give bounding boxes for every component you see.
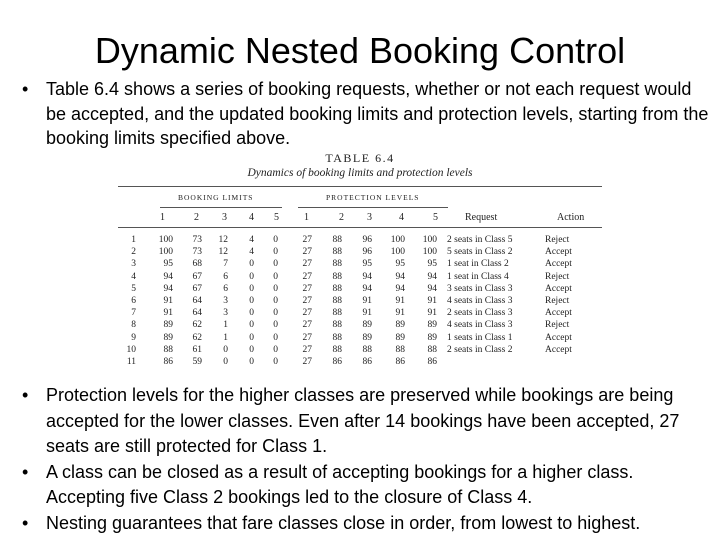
table-cell: 86 (427, 357, 437, 368)
table-cell: 64 (192, 296, 202, 307)
table-cell: Accept (545, 283, 572, 294)
table-cell: Accept (545, 259, 572, 270)
table-row (118, 234, 605, 246)
table-cell: 62 (192, 332, 202, 343)
table-cell (437, 356, 545, 368)
table-cell: 0 (273, 344, 278, 355)
table-cell: 7 (131, 308, 136, 319)
table-cell: 0 (273, 308, 278, 319)
bullet-item (22, 460, 712, 511)
table-cell: 88 (332, 247, 342, 258)
table-cell: 6 (131, 296, 136, 307)
table-cell: Accept (545, 247, 572, 258)
table-cell: 86 (163, 357, 173, 368)
table-cell: 59 (192, 357, 202, 368)
table-cell: 100 (158, 247, 173, 258)
table-cell: 8 (131, 320, 136, 331)
table-cell: 0 (249, 332, 254, 343)
table-cell: 4 (131, 271, 136, 282)
table-cell: 91 (427, 296, 437, 307)
table-cell: 94 (362, 271, 372, 282)
table-cell: 27 (302, 271, 312, 282)
table-cell: 94 (362, 283, 372, 294)
protection-group-rule (298, 207, 448, 208)
header-bottom-rule (118, 227, 602, 228)
table-cell: Accept (545, 332, 572, 343)
intro-bullet (22, 77, 712, 151)
table-cell: 0 (273, 357, 278, 368)
table-cell: 3 (223, 296, 228, 307)
table-cell: 27 (302, 296, 312, 307)
col-header-pl-3: 3 (367, 212, 372, 223)
table-cell: 91 (362, 308, 372, 319)
table-cell: 1 (131, 235, 136, 245)
col-header-action: Action (557, 212, 585, 223)
table-cell: 27 (302, 320, 312, 331)
table-cell: 3 seats in Class 3 (447, 283, 513, 294)
table-cell: 94 (427, 283, 437, 294)
table-cell: 0 (249, 320, 254, 331)
table-cell: 88 (395, 344, 405, 355)
table-cell: 0 (249, 308, 254, 319)
table-cell: 88 (427, 344, 437, 355)
table-cell: 2 seats in Class 5 (447, 235, 513, 245)
table-top-rule (118, 186, 602, 187)
table-cell: 1 seat in Class 4 (447, 271, 509, 282)
table-cell: 88 (163, 344, 173, 355)
table-cell: 0 (249, 357, 254, 368)
table-cell: 9 (131, 332, 136, 343)
slide-title: Dynamic Nested Booking Control (94, 30, 626, 71)
table-cell: 12 (218, 235, 228, 245)
table-cell: 0 (273, 235, 278, 245)
table-cell: 6 (223, 271, 228, 282)
table-cell: 88 (332, 344, 342, 355)
table-cell: 5 (131, 283, 136, 294)
table-cell: 2 (131, 247, 136, 258)
table-number: TABLE 6.4 (325, 151, 395, 165)
table-cell: 27 (302, 308, 312, 319)
table-cell: 2 seats in Class 3 (447, 308, 513, 319)
bullet-item (22, 511, 712, 537)
table-cell: 10 (126, 344, 136, 355)
table-cell: 88 (332, 308, 342, 319)
table-cell: 5 seats in Class 2 (447, 247, 513, 258)
table-cell: 94 (163, 283, 173, 294)
table-cell: 89 (395, 320, 405, 331)
table-cell: 4 (249, 247, 254, 258)
table-cell: 0 (223, 357, 228, 368)
col-header-pl-5: 5 (433, 212, 438, 223)
table-cell: Reject (545, 296, 570, 307)
table-cell: 86 (362, 357, 372, 368)
table-cell: 27 (302, 332, 312, 343)
col-header-bl-2: 2 (194, 212, 199, 223)
col-header-bl-1: 1 (160, 212, 165, 223)
table-cell: 89 (395, 332, 405, 343)
intro-bullet-block (22, 77, 712, 151)
table-row (118, 332, 605, 344)
table-cell: 88 (332, 332, 342, 343)
table-cell: 4 (249, 235, 254, 245)
table-cell: 0 (249, 283, 254, 294)
table-row (118, 271, 605, 283)
points-bullet-block (22, 383, 712, 536)
table-cell: 0 (273, 247, 278, 258)
booking-table (118, 234, 605, 368)
col-header-pl-1: 1 (304, 212, 309, 223)
table-caption: Dynamics of booking limits and protection levels (247, 167, 473, 179)
table-cell: 12 (218, 247, 228, 258)
group-header-booking-limits: BOOKING LIMITS (178, 193, 254, 202)
table-cell: 67 (192, 271, 202, 282)
table-cell: 1 seats in Class 1 (447, 332, 513, 343)
table-cell: 91 (427, 308, 437, 319)
intro-bullet-text: Table 6.4 shows a series of booking requests, whether or not each request would be accepted, and the updated booking limits and protection levels, starting from the booking limits specified above. (46, 79, 709, 148)
table-cell: 73 (192, 247, 202, 258)
group-header-protection-levels: PROTECTION LEVELS (326, 193, 420, 202)
table-cell: 86 (332, 357, 342, 368)
table-cell: 94 (427, 271, 437, 282)
table-cell: 88 (332, 271, 342, 282)
table-cell: 27 (302, 283, 312, 294)
table-row (118, 356, 605, 368)
table-cell: 0 (273, 332, 278, 343)
bullet-text: A class can be closed as a result of accepting bookings for a higher class. Accepting five Class 2 bookings led to the closure of Class 4. (46, 461, 634, 507)
table-cell (545, 356, 605, 368)
bullet-text: Protection levels for the higher classes are preserved while bookings are being accepted for the lower classes. Even after 14 bookings have been accepted, 27 seats are still protected for Class 1. (46, 385, 680, 456)
table-cell: Reject (545, 271, 570, 282)
table-cell: 89 (362, 320, 372, 331)
booking-group-rule (160, 207, 282, 208)
bullet-marker: • (22, 79, 29, 99)
table-cell: 0 (273, 271, 278, 282)
table-cell: 1 (223, 320, 228, 331)
table-cell: 95 (395, 259, 405, 270)
table-cell: 1 seat in Class 2 (447, 259, 509, 270)
table-cell: 95 (163, 259, 173, 270)
table-cell: 0 (273, 320, 278, 331)
table-cell: 11 (126, 357, 136, 368)
table-cell: 0 (249, 344, 254, 355)
table-cell: 62 (192, 320, 202, 331)
table-cell: 86 (395, 357, 405, 368)
table-cell: 96 (362, 235, 372, 245)
table-cell: 100 (390, 235, 405, 245)
table-cell: 73 (192, 235, 202, 245)
table-cell: 27 (302, 344, 312, 355)
table-cell: 94 (395, 283, 405, 294)
table-cell: 96 (362, 247, 372, 258)
table-row (118, 283, 605, 295)
col-header-bl-3: 3 (222, 212, 227, 223)
table-cell: 88 (332, 296, 342, 307)
bullet-marker: • (22, 461, 29, 482)
table-cell: 89 (427, 332, 437, 343)
col-header-bl-5: 5 (274, 212, 279, 223)
bullet-marker: • (22, 512, 29, 533)
table-cell: 4 seats in Class 3 (447, 320, 513, 331)
table-row (118, 246, 605, 258)
table-cell: 0 (249, 296, 254, 307)
table-cell: 7 (223, 259, 228, 270)
table-cell: 88 (332, 235, 342, 245)
table-row (118, 307, 605, 319)
table-cell: 100 (422, 235, 437, 245)
booking-table-figure (114, 151, 606, 373)
bullet-text: Nesting guarantees that fare classes close in order, from lowest to highest. (46, 512, 641, 533)
table-cell: 27 (302, 247, 312, 258)
table-cell: 91 (395, 308, 405, 319)
table-cell: 91 (395, 296, 405, 307)
table-cell: 91 (362, 296, 372, 307)
col-header-bl-4: 4 (249, 212, 254, 223)
table-cell: 100 (158, 235, 173, 245)
table-cell: 89 (362, 332, 372, 343)
table-cell: 95 (362, 259, 372, 270)
table-cell: 89 (163, 332, 173, 343)
table-cell: 0 (249, 259, 254, 270)
table-cell: 1 (223, 332, 228, 343)
col-header-pl-2: 2 (339, 212, 344, 223)
table-cell: 27 (302, 357, 312, 368)
table-cell: 67 (192, 283, 202, 294)
table-cell: 95 (427, 259, 437, 270)
table-row (118, 295, 605, 307)
table-cell: 89 (427, 320, 437, 331)
table-cell: Accept (545, 308, 572, 319)
table-cell: 0 (223, 344, 228, 355)
table-cell: 89 (163, 320, 173, 331)
table-cell: 0 (273, 259, 278, 270)
table-row (118, 344, 605, 356)
table-cell: Accept (545, 344, 572, 355)
table-cell: 6 (223, 283, 228, 294)
table-cell: 3 (223, 308, 228, 319)
table-cell: 2 seats in Class 2 (447, 344, 513, 355)
table-cell: 88 (332, 320, 342, 331)
table-cell: 91 (163, 308, 173, 319)
table-cell: 68 (192, 259, 202, 270)
table-row (118, 258, 605, 270)
table-cell: 88 (362, 344, 372, 355)
table-cell: 100 (390, 247, 405, 258)
table-cell: 0 (273, 296, 278, 307)
table-cell: 3 (131, 259, 136, 270)
table-cell: 91 (163, 296, 173, 307)
table-cell: 0 (273, 283, 278, 294)
table-cell: 88 (332, 283, 342, 294)
table-cell: 27 (302, 259, 312, 270)
table-cell: 61 (192, 344, 202, 355)
table-row (118, 319, 605, 331)
bullet-marker: • (22, 385, 29, 405)
table-cell: 0 (249, 271, 254, 282)
table-cell: 94 (395, 271, 405, 282)
table-cell: Reject (545, 235, 570, 245)
table-cell: 94 (163, 271, 173, 282)
bullet-item (22, 383, 712, 460)
col-header-request: Request (465, 212, 498, 223)
table-cell: 88 (332, 259, 342, 270)
table-cell: 64 (192, 308, 202, 319)
table-cell: 27 (302, 235, 312, 245)
table-cell: Reject (545, 320, 570, 331)
table-cell: 100 (422, 247, 437, 258)
table-cell: 4 seats in Class 3 (447, 296, 513, 307)
col-header-pl-4: 4 (399, 212, 404, 223)
